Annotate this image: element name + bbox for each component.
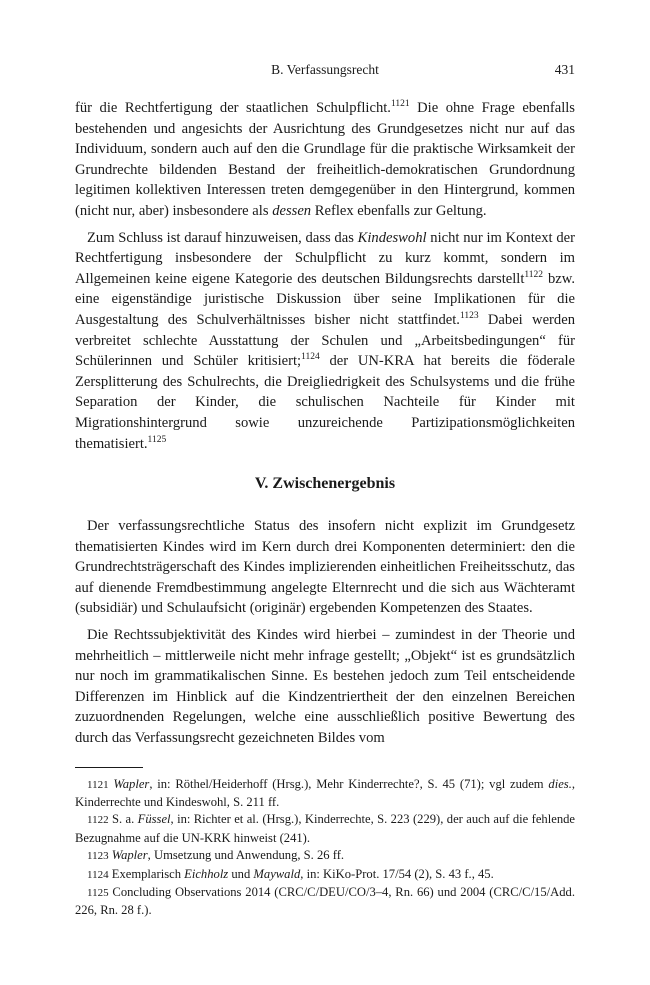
text-run: Der verfassungsrechtliche Status des insofern nicht explizit im Grundgesetz thematisierten Kindes wird im Kern durch drei Komponenten determiniert: den die Grundrechtsträgerschaft des Kindes implizierenden einheitlichen Freiheitsschutz, das auf dienende Fremdbestimmung angelegte Elternrecht und die sich aus Wächteramt (subsidiär) und Schulaufsicht (originär) ergebenden Kompetenzen des Staates. [75,518,575,617]
text-run: der UN-KRA hat bereits die föderale Zersplitterung des Schulrechts, die Dreigliedrigkeit des Schulsystems und die frühe Separation der Kinder, die schulischen Nachteile für Kinder mit Migrationshintergrund sowie unzureichende Partizipationsmöglichkeiten thematisiert. [75,353,576,452]
footnote-reference[interactable]: 1121 [390,99,410,110]
footnote-number: 1124 [87,868,109,881]
emphasis-text: dessen [272,202,312,219]
text-run: Zum Schluss ist darauf hinzuweisen, dass das [87,229,358,246]
footnote-reference[interactable]: 1122 [524,269,544,280]
emphasis-text: Wapler [111,848,148,863]
emphasis-text: Maywald [253,866,301,881]
text-run: S. a. [111,812,138,827]
emphasis-text: Kindeswohl [357,229,427,246]
footnote [75,847,575,865]
footnote [75,866,575,884]
emphasis-text: Füssel [137,812,171,827]
emphasis-text: Eichholz [184,866,229,881]
footnote [75,776,575,812]
footnote-number: 1123 [87,850,109,863]
text-run: Concluding Observations 2014 (CRC/C/DEU/CO/3–4, Rn. 66) und 2004 (CRC/C/15/Add. 226, Rn. 28 f.). [75,885,575,918]
paragraphs-before-heading [75,98,575,454]
footnote [75,811,575,847]
paragraph [75,625,575,749]
footnote-number: 1121 [87,778,109,791]
text-run: Exemplarisch [111,866,185,881]
text-run: Reflex ebenfalls zur Geltung. [311,202,487,219]
footnote-number: 1122 [87,814,109,827]
paragraph [75,228,575,455]
running-head [75,62,575,84]
text-run: bzw. eine eigenständige juristische Diskussion über seine Implikationen für die Ausgestaltung des Schulverhältnisses bisher nicht stattfindet. [75,270,575,328]
text-run: , in: KiKo-Prot. 17/54 (2), S. 43 f., 45. [300,866,494,881]
text-run: , in: Richter et al. (Hrsg.), Kinderrechte, S. 223 (229), der auch auf die fehlende Bezugnahme auf die UN-KRK hinweist (241). [75,812,575,845]
footnote-reference[interactable]: 1124 [301,352,320,363]
text-run: nicht nur im Kontext der Rechtfertigung insbesondere der Schulpflicht zu kurz kommt, sondern im Allgemeinen keine eigene Kategorie des deutschen Bildungsrechts darstellt [75,229,575,287]
body-text [75,98,575,749]
paragraphs-after-heading [75,516,575,749]
text-run: und [228,866,254,881]
text-run: , in: Röthel/Heiderhoff (Hrsg.), Mehr Kinderrechte?, S. 45 (71); vgl zudem [149,776,549,791]
text-run: , Kinderrechte und Kindeswohl, S. 211 ff. [75,776,575,810]
footnote-number: 1125 [87,887,109,900]
text-run: Dabei werden verbreitet schlechte Ausstattung der Schulen und „Arbeitsbedingungen“ für Schülerinnen und Schüler kritisiert; [75,311,575,370]
footnote-reference[interactable]: 1125 [147,434,167,445]
footnote [75,884,575,920]
emphasis-text: dies. [548,776,572,791]
footnote-reference[interactable]: 1123 [459,311,479,322]
running-head-title: B. Verfassungsrecht [271,62,379,77]
footnotes [75,776,575,920]
text-run: für die Rechtfertigung der staatlichen Schulpflicht. [75,100,391,116]
emphasis-text: Wapler [113,776,150,791]
section-heading: V. Zwischenergebnis [254,475,396,493]
paragraph [75,98,575,222]
text-run: Die Rechtssubjektivität des Kindes wird hierbei – zumindest in der Theorie und mehrheitlich – mittlerweile nicht mehr infrage gestellt; „Objekt“ ist es grundsätzlich nur noch im grammatikalischen Sinne. Es bestehen jedoch zum Teil entscheidende Differenzen im Hinblick auf die Kindzentriertheit der den einzelnen Bereichen zuzuordnenden Regelungen, welche eine ausschließlich positive Bewertung des durch das Verfassungsrecht gezeichneten Bildes vom [75,627,575,747]
text-run: Die ohne Frage ebenfalls bestehenden und angesichts der Ausrichtung des Grundgesetzes nicht nur auf das Individuum, sondern auch auf den die Grundlage für die praktische Wirksamkeit der Grundrechte bildenden Bestand der freiheitlich-demokratischen Grundordnung legitimen kollektiven Interessen treten demgegenüber in den Hintergrund, kommen (nicht nur, aber) insbesondere als [75,100,575,219]
footnote-divider [75,767,143,768]
text-run: , Umsetzung und Anwendung, S. 26 ff. [147,848,345,863]
paragraph [75,516,575,619]
book-page [75,62,575,920]
page-number: 431 [554,62,575,77]
